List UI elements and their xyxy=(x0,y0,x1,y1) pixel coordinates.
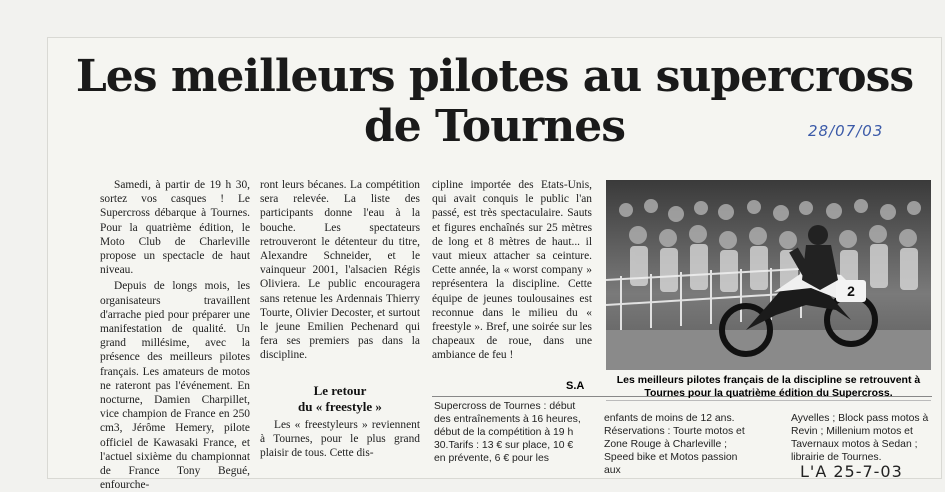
paragraph: Les « freestyleurs » reviennent à Tournes, pour le plus grand plaisir de tous. Cette dis- xyxy=(260,419,420,460)
article-column-3 xyxy=(432,178,592,363)
article-column-1 xyxy=(100,178,250,492)
article-column-2 xyxy=(260,178,420,363)
paragraph: Samedi, à partir de 19 h 30, sortez vos casques ! Le Supercross débarque à Tournes. Pour la quatrième édition, le Moto Club de Charleville propose un spectacle de haut niveau. xyxy=(100,179,250,277)
subheading-line-1: Le retour xyxy=(313,383,367,398)
section-subheading xyxy=(260,383,420,415)
practical-info-1: Supercross de Tournes : début des entraînements à 16 heures, début de la compétition à 19 h 30.Tarifs : 13 € sur place, 10 € en prévente, 6 € pour les xyxy=(434,401,581,464)
photo-illustration xyxy=(606,180,931,370)
headline-line-2: de Tournes xyxy=(363,101,626,152)
subheading-line-2: du « freestyle » xyxy=(298,399,382,414)
practical-info-2: enfants de moins de 12 ans. Réservations : Tourte motos et Zone Rouge à Charleville ; Speed bike et Motos passion aux xyxy=(604,413,745,476)
handwritten-source: L'A 25-7-03 xyxy=(800,462,903,481)
plate-number: 2 xyxy=(847,283,855,299)
paragraph: cipline importée des Etats-Unis, qui avait conquis le public l'an passé, est très spectaculaire. Sauts et figures enchaînés sur 25 mètres de long et 8 mètres de haut... il vaut mieux attacher sa ceinture. Cette année, la « worst company » représentera la discipline. Cette équipe de jeunes toulousaines est reconnue dans le milieu du « freestyle ». Bref, une soirée sur les chapeaux de roue, dans une ambiance de feu ! xyxy=(432,179,592,362)
article-column-2b xyxy=(260,418,420,461)
paragraph: ront leurs bécanes. La compétition sera relevée. La liste des participants donne l'eau à la bouche. Les spectateurs retrouveront le détenteur du titre, Alexandre Schneider, et le vainqueur 2001, l'alsacien Régis Oliviera. Le public encouragera sans retenue les Ardennais Thierry Tourte, Olivier Decoster, et surtout le jeune Emilien Pechenard qui fera ses premiers pas dans la discipline. xyxy=(260,179,420,362)
author-signature: S.A xyxy=(566,380,585,392)
practical-info-3: Ayvelles ; Block pass motos à Revin ; Millenium motos et Tavernaux motos à Sedan ; librairie de Tournes. xyxy=(791,413,929,463)
headline-line-1: Les meilleurs pilotes au supercross xyxy=(75,51,914,102)
newspaper-clipping xyxy=(48,38,941,492)
photo-caption: Les meilleurs pilotes français de la discipline se retrouvent à Tournes pour la quatrième édition du Supercross. xyxy=(616,374,921,399)
supercross-photo xyxy=(606,180,931,370)
handwritten-date: 28/07/03 xyxy=(808,122,884,140)
paragraph: Depuis de longs mois, les organisateurs travaillent d'arrache pied pour préparer une manifestation de qualité. Un grand millésime, avec la présence des meilleurs pilotes français. Les amateurs de motos ne rateront pas l'événement. En nocturne, Damien Charpillet, vice champion de France en 250 cm3, Jérôme Hemery, pilote officiel de Kawasaki France, et l'actuel sixième du championnat de France Tony Begué, enfourche- xyxy=(100,280,250,492)
divider xyxy=(606,400,931,401)
